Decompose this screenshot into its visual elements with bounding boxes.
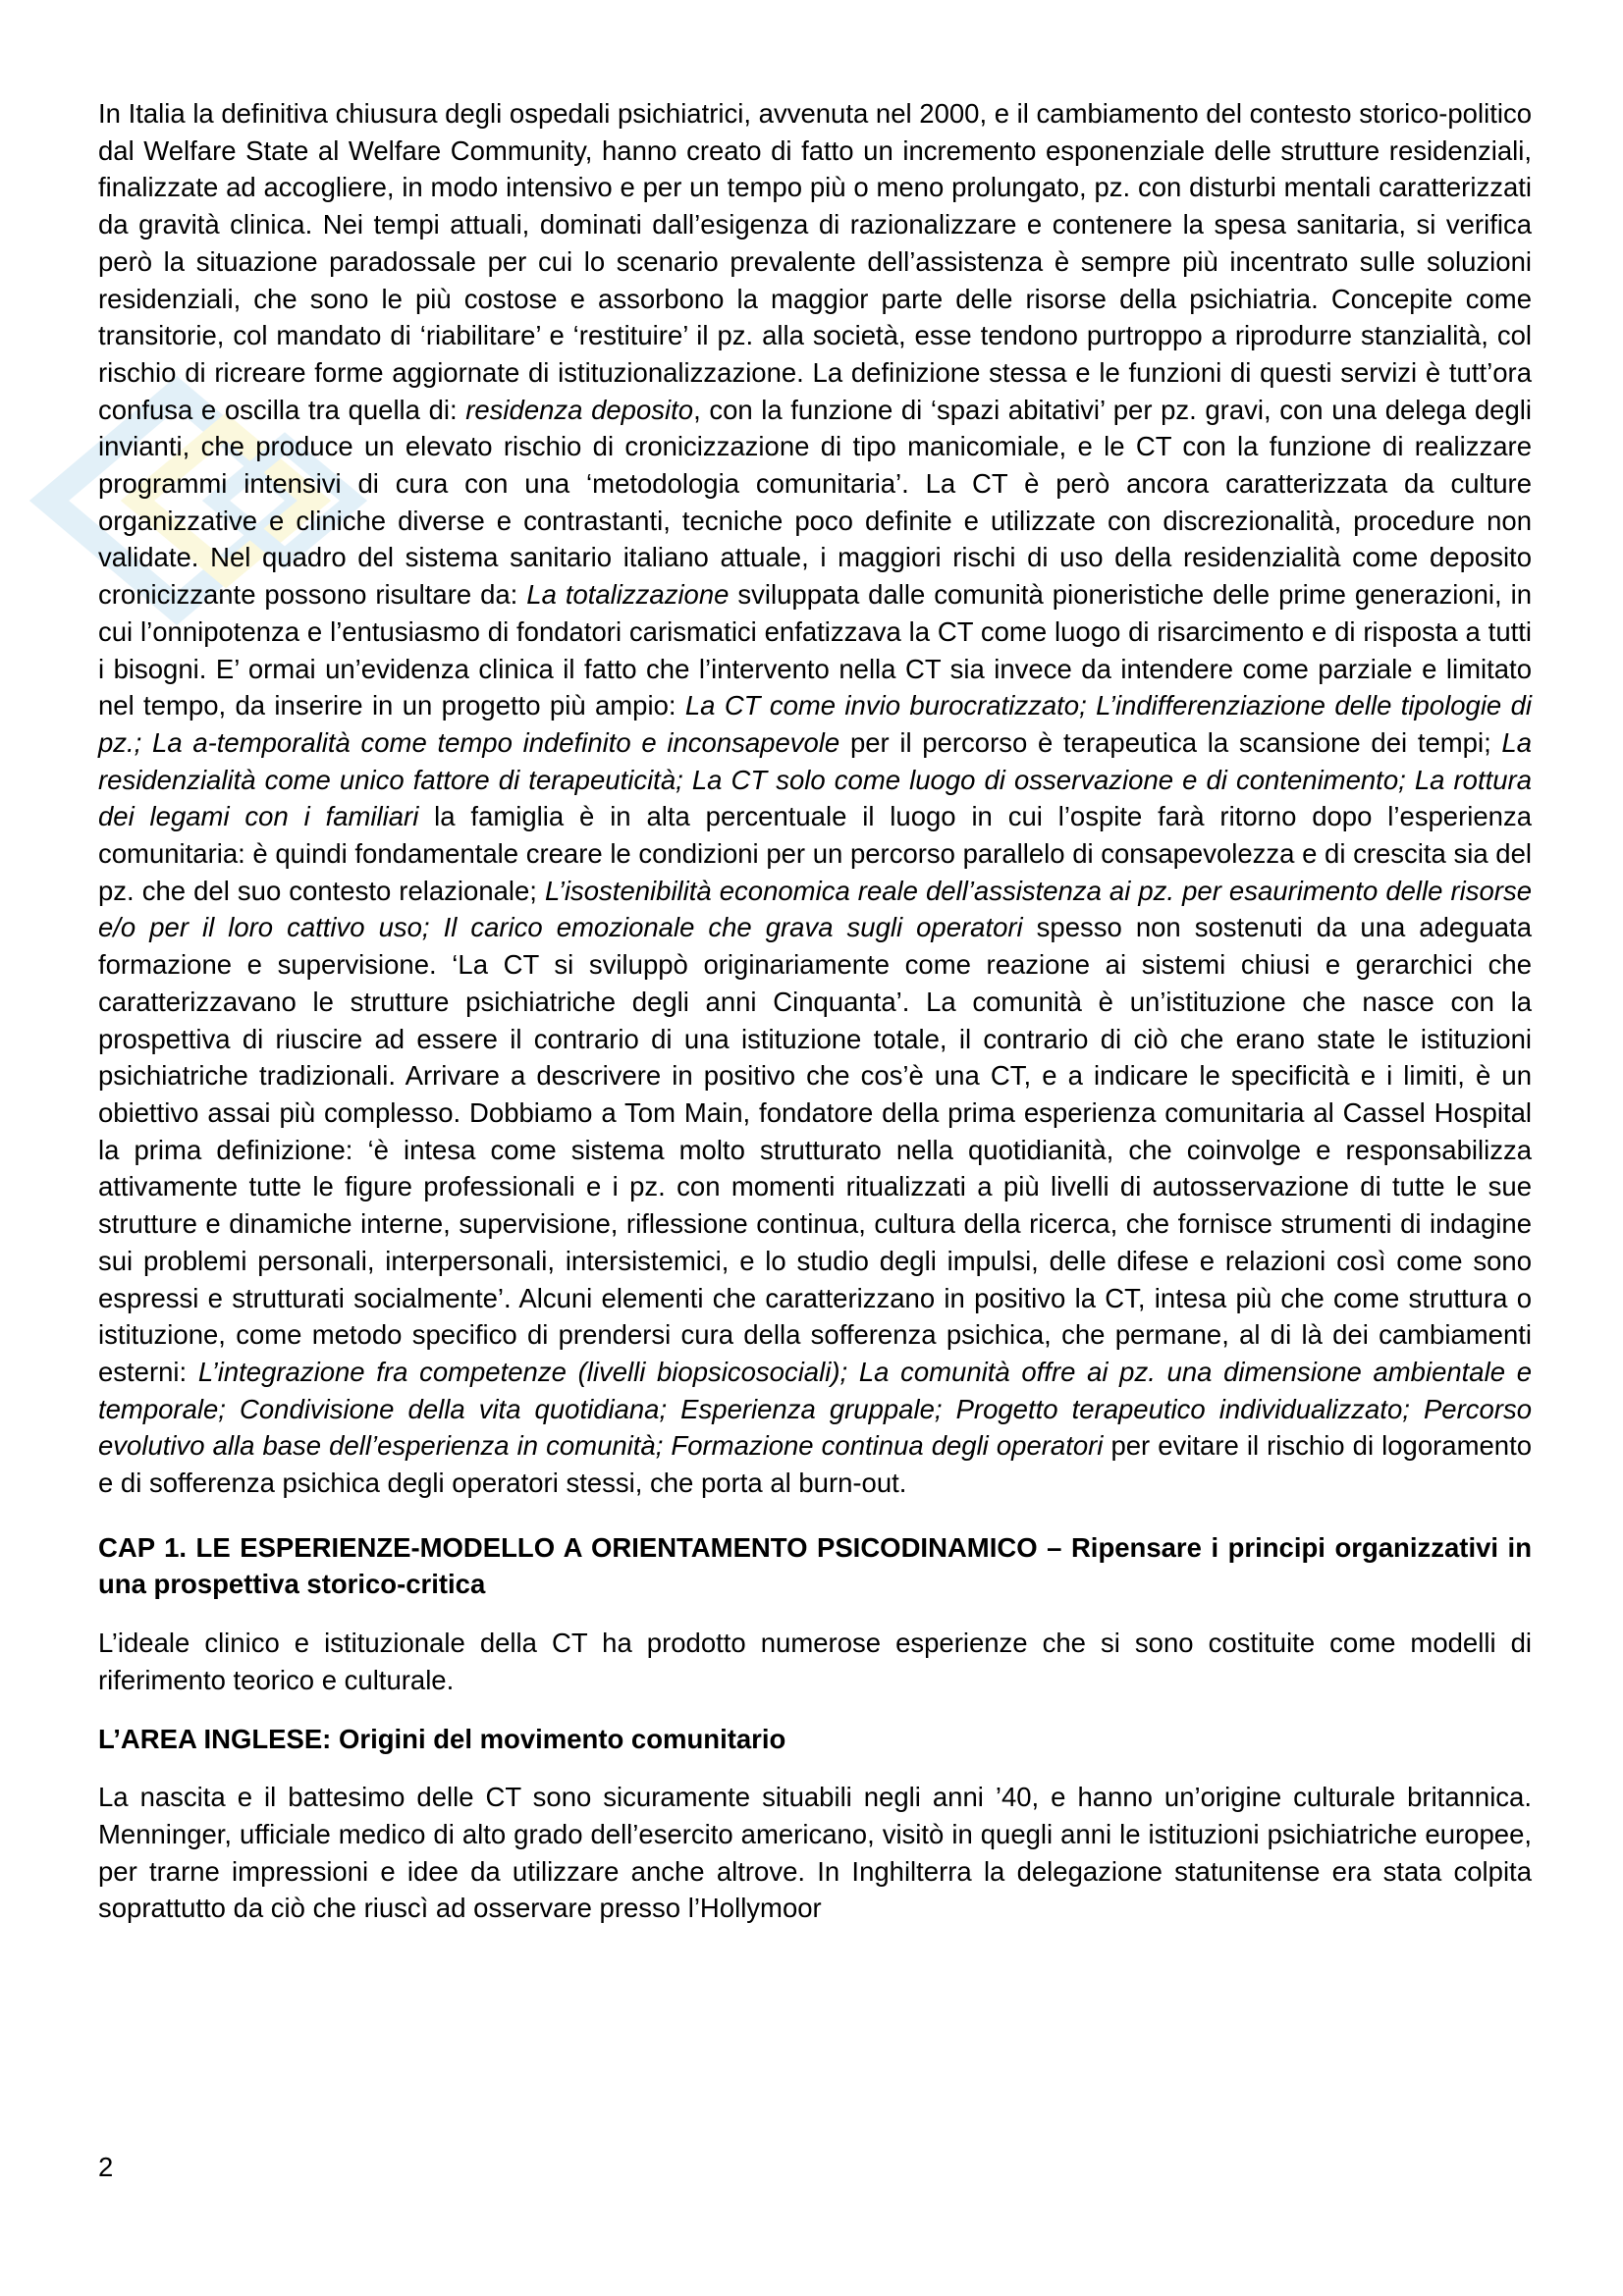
italic-term: L’integrazione fra competenze (livelli biopsicosociali); La comunità offre ai pz. una dimensione ambientale e temporale; Condivisione della vita quotidiana; Esperienza gruppale; Progetto terapeutico individualizzato; Percorso evolutivo alla base dell’esperienza in comunità; Formazione continua degli operatori	[98, 1356, 1532, 1462]
chapter-heading: CAP 1. LE ESPERIENZE-MODELLO A ORIENTAMENTO PSICODINAMICO – Ripensare i principi organizzativi in una prospettiva storico-critica	[98, 1531, 1532, 1600]
intro-paragraph: In Italia la definitiva chiusura degli ospedali psichiatrici, avvenuta nel 2000, e il cambiamento del contesto storico-politico dal Welfare State al Welfare Community, hanno creato di fatto un incremento esponenziale delle strutture residenziali, finalizzate ad accogliere, in modo intensivo e per un tempo più o meno prolungato, pz. con disturbi mentali caratterizzati da gravità clinica. Nei tempi attuali, dominati dall’esigenza di razionalizzare e contenere la spesa sanitaria, si verifica però la situazione paradossale per cui lo scenario prevalente dell’assistenza è sempre più incentrato sulle soluzioni residenziali, che sono le più costose e assorbono la maggior parte delle risorse della psichiatria. Concepite come transitorie, col mandato di ‘riabilitare’ e ‘restituire’ il pz. alla società, esse tendono purtroppo a riprodurre stanzialità, col rischio di ricreare forme aggiornate di istituzionalizzazione. La definizione stessa e le funzioni di questi servizi è tutt’ora confusa e oscilla tra quella di: residenza deposito, con la funzione di ‘spazi abitativi’ per pz. gravi, con una delega degli invianti, che produce un elevato rischio di cronicizzazione di tipo manicomiale, e le CT con la funzione di realizzare programmi intensivi di cura con una ‘metodologia comunitaria’. La CT è però ancora caratterizzata da culture organizzative e cliniche diverse e contrastanti, tecniche poco definite e utilizzate con discrezionalità, procedure non validate. Nel quadro del sistema sanitario italiano attuale, i maggiori rischi di uso della residenzialità come deposito cronicizzante possono risultare da: La totalizzazione sviluppata dalle comunità pioneristiche delle prime generazioni, in cui l’onnipotenza e l’entusiasmo di fondatori carismatici enfatizzava la CT come luogo di risarcimento e di risposta a tutti i bisogni. E’ ormai un’evidenza clinica il fatto che l’intervento nella CT sia invece da intendere come parziale e limitato nel tempo, da inserire in un progetto più ampio: La CT come invio burocratizzato; L’indifferenziazione delle tipologie di pz.; La a-temporalità come tempo indefinito e inconsapevole per il percorso è terapeutica la scansione dei tempi; La residenzialità come unico fattore di terapeuticità; La CT solo come luogo di osservazione e di contenimento; La rottura dei legami con i familiari la famiglia è in alta percentuale il luogo in cui l’ospite farà ritorno dopo l’esperienza comunitaria: è quindi fondamentale creare le condizioni per un percorso parallelo di consapevolezza e di crescita sia del pz. che del suo contesto relazionale; L’isostenibilità economica reale dell’assistenza ai pz. per esaurimento delle risorse e/o per il loro cattivo uso; Il carico emozionale che grava sugli operatori spesso non sostenuti da una adeguata formazione e supervisione. ‘La CT si sviluppò originariamente come reazione ai sistemi chiusi e gerarchici che caratterizzavano le strutture psichiatriche degli anni Cinquanta’. La comunità è un’istituzione che nasce con la prospettiva di riuscire ad essere il contrario di una istituzione totale, il contrario di ciò che erano state le istituzioni psichiatriche tradizionali. Arrivare a descrivere in positivo che cos’è una CT, e a indicare le specificità e i limiti, è un obiettivo assai più complesso. Dobbiamo a Tom Main, fondatore della prima esperienza comunitaria al Cassel Hospital la prima definizione: ‘è intesa come sistema molto strutturato nella quotidianità, che coinvolge e responsabilizza attivamente tutte le figure professionali e i pz. con momenti ritualizzati a più livelli di autosservazione di tutte le sue strutture e dinamiche interne, supervisione, riflessione continua, cultura della ricerca, che fornisce strumenti di indagine sui problemi personali, interpersonali, intersistemici, e lo studio degli impulsi, delle difese e relazioni così come sono espressi e strutturati socialmente’. Alcuni elementi che caratterizzano in positivo la CT, intesa più che come struttura o istituzione, come metodo specifico di prendersi cura della sofferenza psichica, che permane, al di là dei cambiamenti esterni: L’integrazione fra competenze (livelli biopsicosociali); La comunità offre ai pz. una dimensione ambientale e temporale; Condivisione della vita quotidiana; Esperienza gruppale; Progetto terapeutico individualizzato; Percorso evolutivo alla base dell’esperienza in comunità; Formazione continua degli operatori per evitare il rischio di logoramento e di sofferenza psichica degli operatori stessi, che porta al burn-out.	[98, 98, 1533, 1499]
chapter-intro-paragraph: L’ideale clinico e istituzionale della CT ha prodotto numerose esperienze che si sono costituite come modelli di riferimento teorico e culturale.	[98, 1628, 1532, 1695]
italic-term: La residenzialità come unico fattore di terapeuticità; La CT solo come luogo di osservazione e di contenimento; La rottura dei legami con i familiari	[98, 726, 1533, 832]
italic-term: La CT come invio burocratizzato; L’indifferenziazione delle tipologie di pz.; La a-temporalità come tempo indefinito e inconsapevole	[98, 690, 1532, 758]
italic-term: L’isostenibilità economica reale dell’assistenza ai pz. per esaurimento delle risorse e/o per il loro cattivo uso; Il carico emozionale che grava sugli operatori	[98, 875, 1532, 943]
italic-term: La totalizzazione	[526, 579, 730, 611]
section-paragraph: La nascita e il battesimo delle CT sono sicuramente situabili negli anni ’40, e hanno un’origine culturale britannica. Menninger, ufficiale medico di alto grado dell’esercito americano, visitò in quegli anni le istituzioni psichiatriche europee, per trarne impressioni e idee da utilizzare anche altrove. In Inghilterra la delegazione statunitense era stata colpita soprattutto da ciò che riuscì ad osservare presso l’Hollymoor	[98, 1782, 1532, 1924]
section-heading: L’AREA INGLESE: Origini del movimento comunitario	[98, 1723, 786, 1754]
page-number: 2	[98, 2152, 114, 2182]
document-page	[98, 95, 1532, 1927]
italic-term: residenza deposito	[465, 394, 694, 425]
